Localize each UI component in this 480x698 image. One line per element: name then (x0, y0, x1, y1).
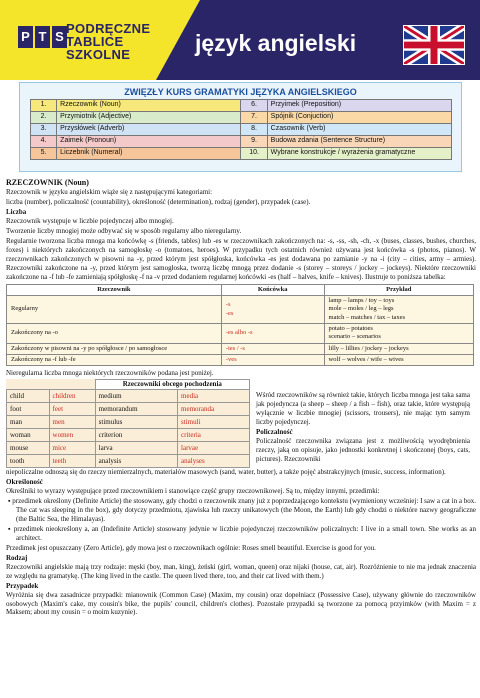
table-cell: foot (7, 403, 50, 416)
table-cell: medium (95, 390, 177, 403)
paragraph: Określniki to wyrazy występujące przed rzeczownikiem i stanowiące część grupy rzeczownikowej. Są to, między innymi, przedimki: (6, 487, 380, 496)
table-header: Końcówka (221, 284, 324, 295)
brand-name (66, 22, 150, 61)
logo-letter: P (18, 26, 33, 48)
table-cell: wolf – wolves / wife – wives (324, 354, 473, 365)
table-cell: Regularny (7, 296, 222, 324)
bullet-item: ▪ przedimek określony (Definite Article) the stosowany, gdy chodzi o rzeczownik znany już z poprzedzającego kontekstu (wymieniony wcześniej: I saw a cat in a box. The cat was sleeping in the box), gdy dotyczy przedmiotu, zjawiska lub rzeczy unikatowych (the Moon, the Earth) lub gdy chodzi o niektóre nazwy geograficzne (the Baltic Sea, the Himalayas). (8, 497, 476, 523)
summary-cell: Rzeczownik (Noun) (57, 100, 241, 112)
summary-cell: 5. (31, 148, 57, 160)
table-row (7, 354, 474, 365)
paragraph: Przedimek jest opuszczany (Zero Article), gdy mowa jest o rzeczownikach ogólnie: Roses smell beautiful. Exercise is good for you. (6, 543, 376, 552)
table-cell: women (49, 429, 95, 442)
paragraph: Nieregularna liczba mnoga niektórych rzeczowników podana jest poniżej. (6, 369, 214, 378)
irregular-section (6, 379, 476, 468)
table-row (7, 403, 250, 416)
logo-letter: S (52, 26, 67, 48)
paragraph: Rzeczownik w języku angielskim wiąże się z następującymi kategoriami: (6, 188, 213, 197)
bullet-text: przedimek określony (Definite Article) the stosowany, gdy chodzi o rzeczownik znany już z poprzedzającego kontekstu (wymieniony wcześniej: I saw a cat in a box. The cat was sleeping in the box), gdy dotyczy przedmiotu, zjawiska lub rzeczy unikatowych (the Moon, the Earth) lub gdy chodzi o niektóre nazwy geograficzne (the Baltic Sea, the Himalayas). (12, 497, 476, 523)
table-row (7, 390, 250, 403)
summary-row (31, 100, 452, 112)
table-cell: teeth (49, 455, 95, 468)
table-row (7, 455, 250, 468)
bullet-text: przedimek nieokreślony a, an (Indefinite Article) stosowany jedynie w liczbie pojedynczej rzeczowników policzalnych: I live in a small town. She works as an architect. (13, 524, 476, 542)
summary-cell: 6. (241, 100, 267, 112)
summary-row (31, 136, 452, 148)
summary-table (30, 99, 452, 160)
summary-cell: Budowa zdania (Sentence Structure) (267, 136, 451, 148)
summary-cell: Przysłówek (Adverb) (57, 124, 241, 136)
table-cell: mouse (7, 442, 50, 455)
paragraph: Regularnie tworzona liczba mnoga ma końcówkę -s (friends, tables) lub -es w rzeczownikach zakończonych na: -s, -ss, -sh, -ch, -x (buses, classes, bushes, churches, foxes) i niektórych zakończonych na samogłoskę -o (tomatoes, heroes). W przypadku tych ostatnich również używana jest końcówka -s (photos, pianos). W rzeczownikach zakończonych w pisowni na -y, przed którym jest spółgłoska, końcówka -es jest dodawana po zamianie -y na -i (city – cities, army – armies). Rzeczowniki zakończone na -y, przed którym jest samogłoska, tworzą liczbę mnogą przez dodanie -s (storey – storeys / jockey – jockeys). Niektóre rzeczowniki zakończone na -f lub -fe zamieniają spółgłoskę -f na -v przed dodaniem regularnej końcówki -es (half – halves, knife – knives). Ilustruje to poniższa tabelka: (6, 237, 476, 281)
subheading-gender: Rodzaj (6, 553, 28, 562)
table-header: Rzeczownik (7, 284, 222, 295)
table-cell: -es albo -s (221, 324, 324, 344)
bullet-item: ▪ przedimek nieokreślony a, an (Indefinite Article) stosowany jedynie w liczbie pojedynczej rzeczowników policzalnych: I live in a small town. She works as an architect. (8, 524, 476, 542)
table-cell: Zakończony na -f lub -fe (7, 354, 222, 365)
summary-cell: 9. (241, 136, 267, 148)
paragraph: Rzeczowniki angielskie mają trzy rodzaje: męski (boy, man, king), żeński (girl, woman, queen) oraz nijaki (house, cat, air). Rozróżnienie to nie ma jednak znaczenia ze względu na gramatykę. (The king lived in the castle. The queen lived there, too, and their cat lived with them.) (6, 562, 476, 580)
summary-cell: Wybrane konstrukcje / wyrażenia gramatyczne (267, 148, 451, 160)
summary-title: ZWIĘZŁY KURS GRAMATYKI JĘZYKA ANGIELSKIEGO (124, 87, 357, 97)
table-cell: children (49, 390, 95, 403)
table-cell: stimuli (178, 416, 250, 429)
summary-cell: Czasownik (Verb) (267, 124, 451, 136)
paragraph: Policzalność rzeczownika związana jest z możliwością wyodrębnienia rzeczy, jaką on opisuje, jako jednostki konkretnej i skończonej (boys, cats, pictures). Rzeczowniki (256, 436, 470, 463)
summary-row (31, 124, 452, 136)
summary-cell: 2. (31, 112, 57, 124)
summary-cell: Liczebnik (Numeral) (57, 148, 241, 160)
table-row (7, 296, 474, 324)
table-cell: criterion (95, 429, 177, 442)
summary-cell: 4. (31, 136, 57, 148)
pts-logo (18, 26, 67, 48)
paragraph: liczba (number), policzalność (countability), określoność (determination), rodzaj (gender), przypadek (case). (6, 198, 311, 207)
table-cell: larvae (178, 442, 250, 455)
paragraph: Rzeczownik występuje w liczbie pojedynczej albo mnogiej. (6, 217, 174, 226)
table-cell: -s -es (221, 296, 324, 324)
table-cell: analysis (95, 455, 177, 468)
summary-row (31, 148, 452, 160)
table-cell: lamp – lamps / toy – toys mole – moles / leg – legs match – matches / tax – taxes (324, 296, 473, 324)
summary-row (31, 112, 452, 124)
page-title: język angielski (195, 30, 357, 56)
table-cell: mice (49, 442, 95, 455)
logo-letter: T (35, 26, 50, 48)
table-cell: analyses (178, 455, 250, 468)
summary-cell: Przyimek (Preposition) (267, 100, 451, 112)
brand-line: SZKOLNE (66, 47, 131, 62)
table-cell: child (7, 390, 50, 403)
plural-endings-table (6, 284, 474, 367)
brand-line: PODRĘCZNE (66, 21, 151, 36)
table-row (7, 429, 250, 442)
subheading-number: Liczba (6, 208, 27, 217)
table-cell: memorandum (95, 403, 177, 416)
table-cell: stimulus (95, 416, 177, 429)
table-cell: Zakończony w pisowni na -y po spółgłosce / po samogłosce (7, 343, 222, 354)
table-row (7, 324, 474, 344)
side-text-block (256, 379, 470, 468)
summary-cell: Przymiotnik (Adjective) (57, 112, 241, 124)
table-cell: memoranda (178, 403, 250, 416)
paragraph: Wśród rzeczowników są również takie, których liczba mnoga jest taka sama jak pojedyncza (a sheep – sheep / a fish – fish), oraz takie, które występują wyłącznie w liczbie mnogiej (scissors, trousers), nie mając tym samym liczby pojedynczej. (256, 391, 470, 427)
table-cell: man (7, 416, 50, 429)
main-content (6, 178, 476, 698)
summary-cell: Zaimek (Pronoun) (57, 136, 241, 148)
summary-cell: 7. (241, 112, 267, 124)
section-heading-noun: RZECZOWNIK (Noun) (6, 178, 89, 187)
table-cell: -ves (221, 354, 324, 365)
uk-flag-icon (403, 25, 465, 65)
table-header: Rzeczowniki obcego pochodzenia (95, 380, 249, 390)
table-cell: criteria (178, 429, 250, 442)
brand-line: TABLICE (66, 34, 124, 49)
table-cell: media (178, 390, 250, 403)
table-cell: woman (7, 429, 50, 442)
subheading-determination: Określoność (6, 478, 43, 487)
subheading-case: Przypadek (6, 581, 39, 590)
grammar-summary-box (19, 82, 462, 172)
table-row (7, 416, 250, 429)
paragraph: niepoliczalne odnoszą się do rzeczy niemierzalnych, materiałów masowych (sand, water, butter), a także pojęć abstrakcyjnych (music, success, information). (6, 468, 446, 477)
table-row (7, 343, 474, 354)
summary-cell: 8. (241, 124, 267, 136)
table-cell: feet (49, 403, 95, 416)
table-row (7, 442, 250, 455)
table-cell: men (49, 416, 95, 429)
table-cell: Zakończony na -o (7, 324, 222, 344)
summary-cell: 1. (31, 100, 57, 112)
paragraph: Wyróżnia się dwa zasadnicze przypadki: mianownik (Common Case) (Maxim, my cousin) oraz dopełniacz (Possessive Case), używany głównie do rzeczowników osobowych (Maxim's cake, my cousin's bike, the pupils' council, children's clothes). Pozostałe przypadki są tworzone za pomocą przyimków (with Maxim = z Maksem; about my cousin = o moim kuzynie). (6, 590, 476, 617)
table-cell: potato – potatoes scenario – scenarios (324, 324, 473, 344)
subheading-countability: Policzalność (256, 428, 293, 437)
table-header: Przykład (324, 284, 473, 295)
table-cell: lilly – lillies / jockey – jockeys (324, 343, 473, 354)
table-cell: larva (95, 442, 177, 455)
irregular-plural-table (6, 379, 250, 468)
table-cell: tooth (7, 455, 50, 468)
summary-cell: 3. (31, 124, 57, 136)
header (0, 0, 480, 80)
paragraph: Tworzenie liczby mnogiej może odbywać się w sposób regularny albo nieregularny. (6, 227, 242, 236)
table-cell: -ies / -s (221, 343, 324, 354)
summary-cell: Spójnik (Conjuction) (267, 112, 451, 124)
summary-cell: 10. (241, 148, 267, 160)
